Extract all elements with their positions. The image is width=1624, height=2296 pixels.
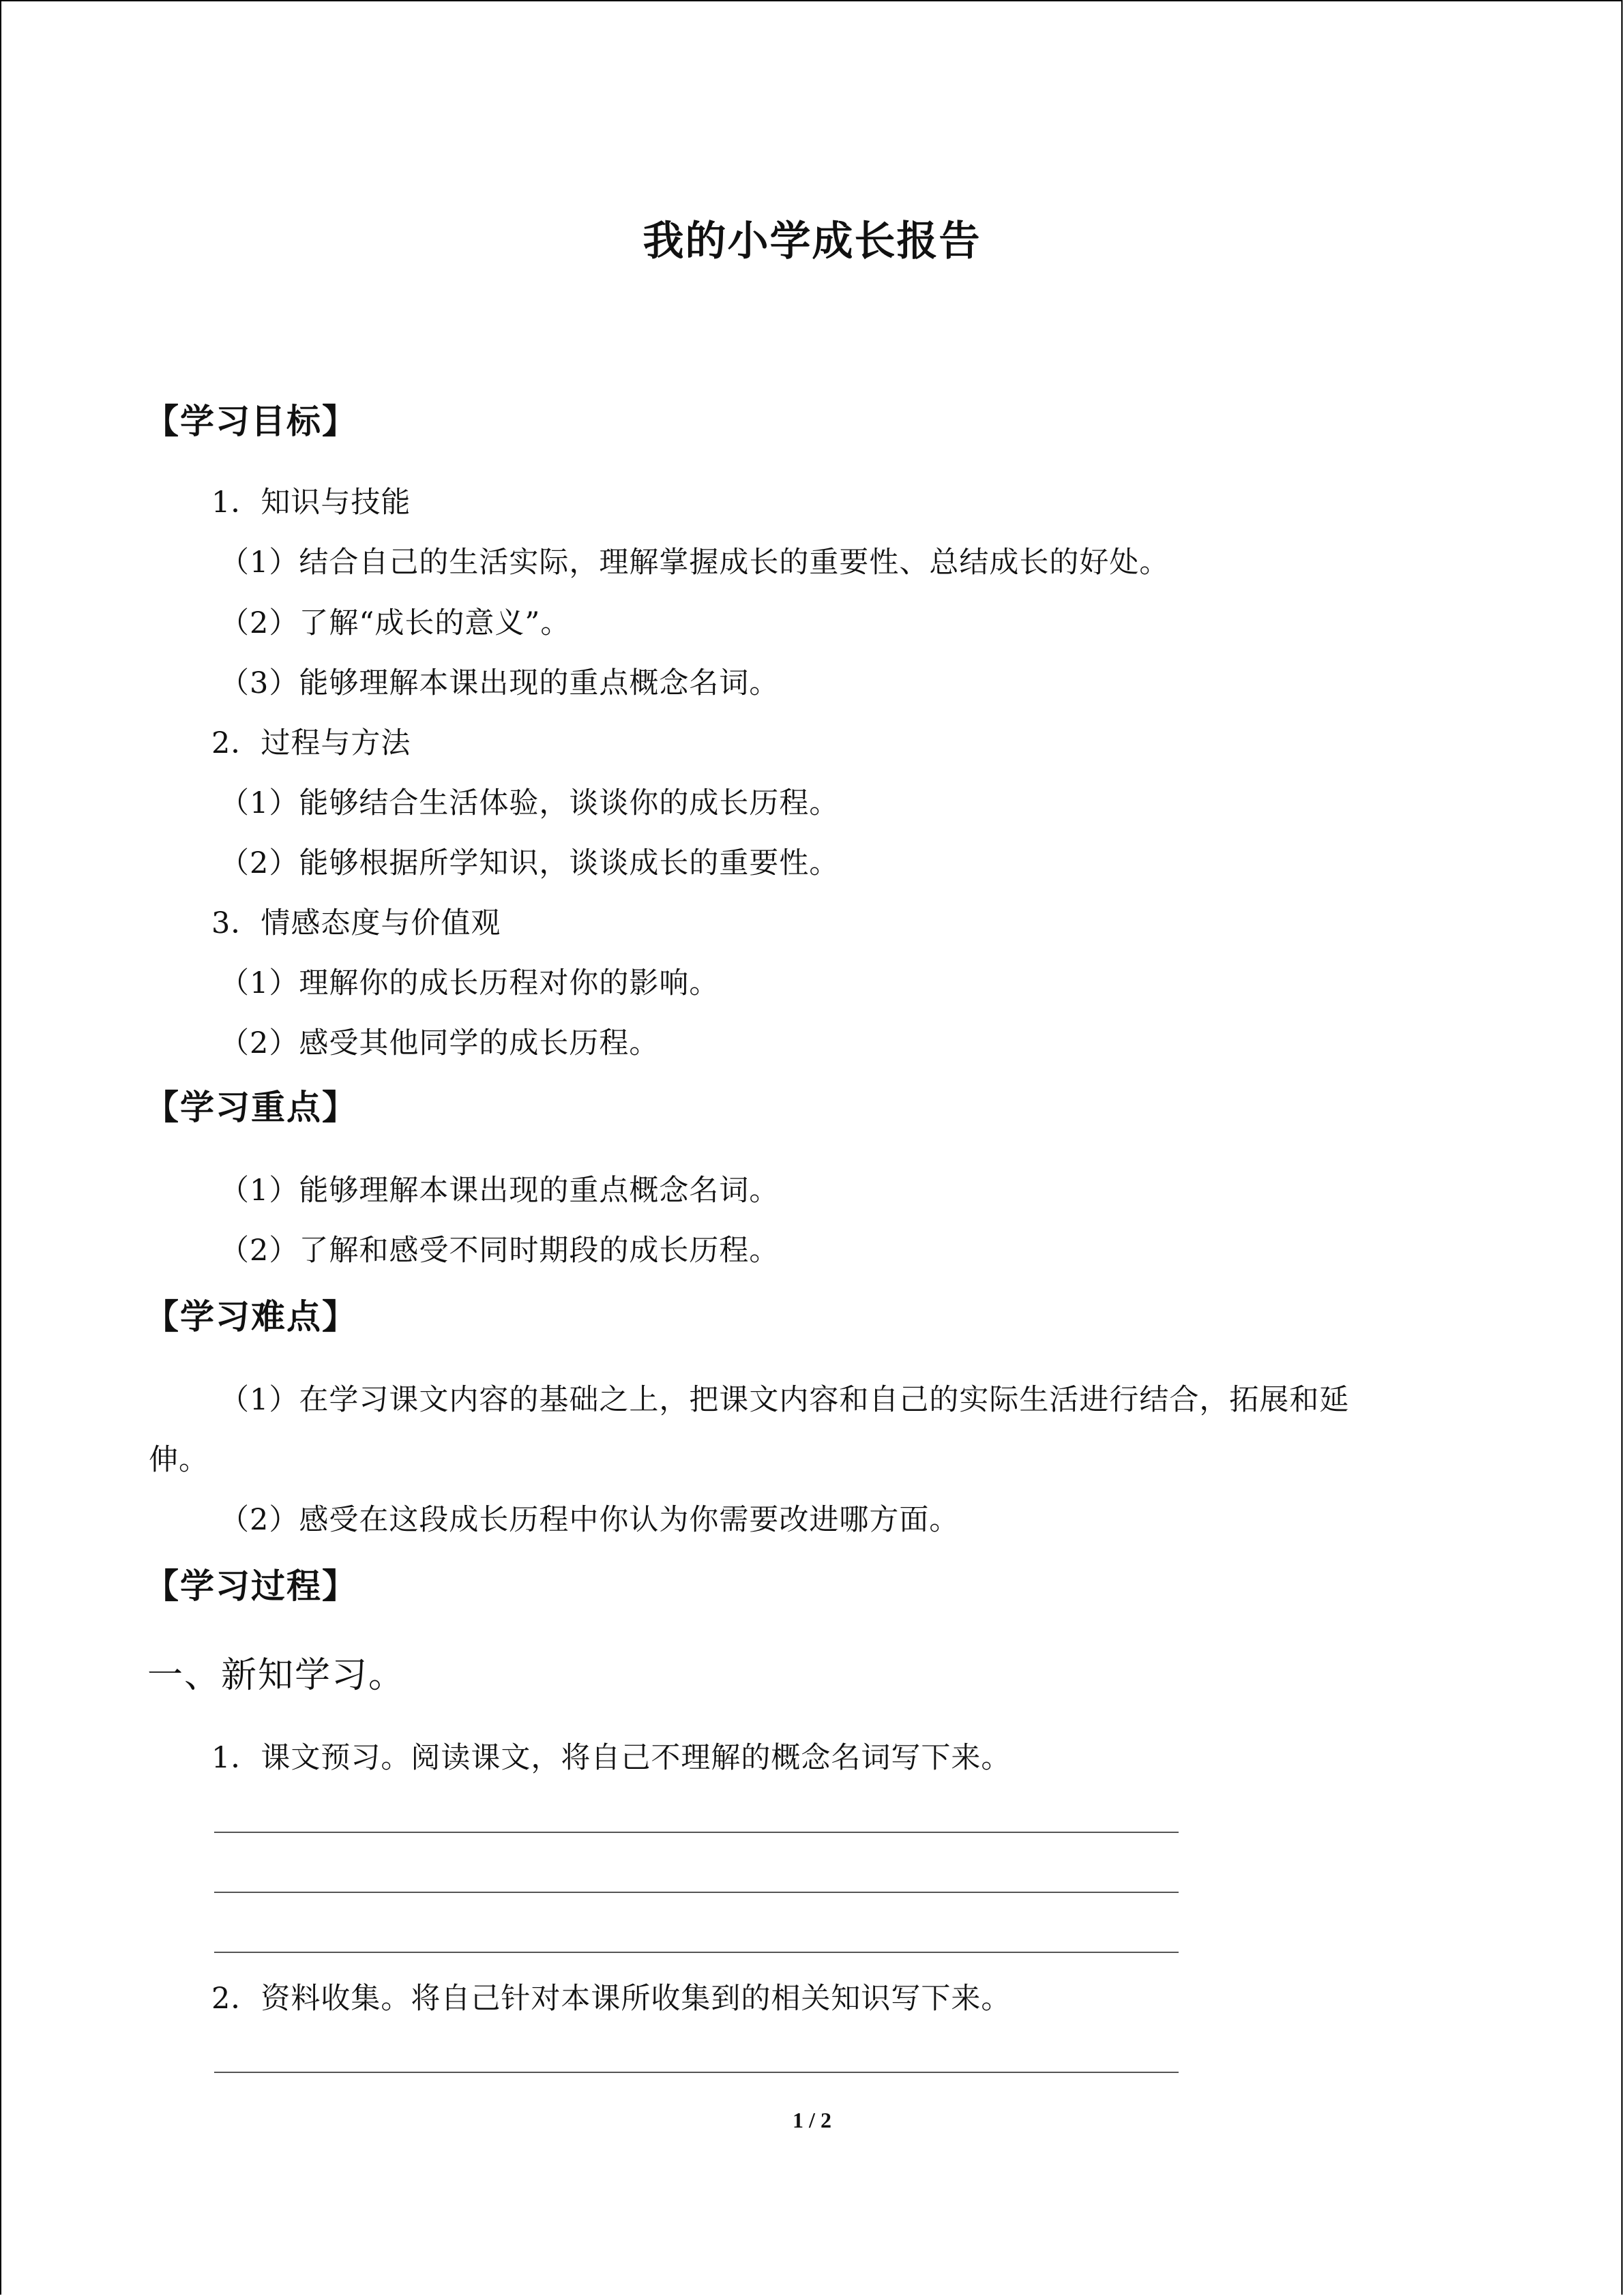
objective-line: （1）理解你的成长历程对你的影响。 <box>220 966 720 1000</box>
section-title: 一、新知学习。 <box>147 1655 406 1696</box>
answer-line[interactable] <box>214 1952 1179 1953</box>
objective-line: （1）结合自己的生活实际，理解掌握成长的重要性、总结成长的好处。 <box>220 546 1170 580</box>
key-point-line: （2）了解和感受不同时期段的成长历程。 <box>220 1234 780 1268</box>
answer-line[interactable] <box>214 1832 1179 1833</box>
difficulty-line: 伸。 <box>149 1443 209 1477</box>
process-heading: 【学习过程】 <box>145 1566 357 1606</box>
page-title: 我的小学成长报告 <box>643 218 981 265</box>
objective-line: 3．情感态度与价值观 <box>211 906 501 940</box>
key-point-line: （1）能够理解本课出现的重点概念名词。 <box>220 1174 780 1208</box>
objective-line: （2）能够根据所学知识，谈谈成长的重要性。 <box>220 846 840 880</box>
answer-line[interactable] <box>214 1892 1179 1893</box>
objectives-heading: 【学习目标】 <box>145 402 357 441</box>
difficulties-heading: 【学习难点】 <box>145 1297 357 1337</box>
difficulty-line: （2）感受在这段成长历程中你认为你需要改进哪方面。 <box>220 1503 960 1537</box>
objective-line: 1．知识与技能 <box>211 486 411 520</box>
objective-line: 2．过程与方法 <box>211 726 411 760</box>
key-points-heading: 【学习重点】 <box>145 1088 357 1127</box>
objective-line: （2）了解“成长的意义”。 <box>220 606 571 640</box>
answer-line[interactable] <box>214 2072 1179 2073</box>
task-2: 2．资料收集。将自己针对本课所收集到的相关知识写下来。 <box>211 1982 1012 2016</box>
difficulty-line: （1）在学习课文内容的基础之上，把课文内容和自己的实际生活进行结合，拓展和延 <box>220 1383 1350 1417</box>
objective-line: （2）感受其他同学的成长历程。 <box>220 1026 660 1060</box>
objective-line: （3）能够理解本课出现的重点概念名词。 <box>220 666 780 700</box>
objective-line: （1）能够结合生活体验，谈谈你的成长历程。 <box>220 786 840 820</box>
page-number: 1 / 2 <box>793 2108 831 2132</box>
task-1: 1．课文预习。阅读课文，将自己不理解的概念名词写下来。 <box>211 1741 1012 1775</box>
